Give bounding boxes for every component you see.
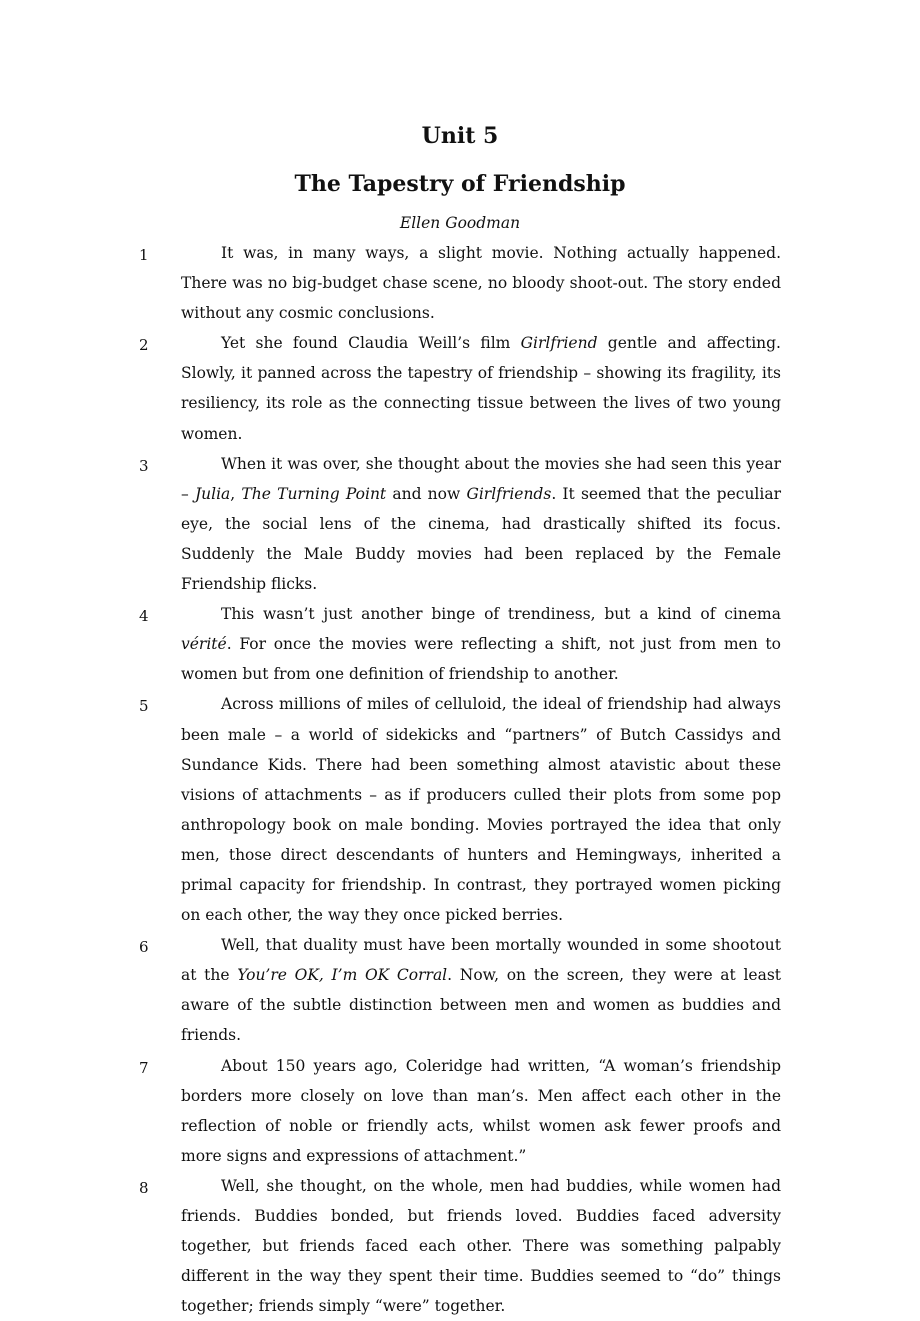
paragraph-number: 5 — [139, 697, 149, 716]
italic-title-text: Girlfriends — [466, 484, 552, 503]
paragraph-text: Well, that duality must have been mortally wounded in some shootout at the — [181, 936, 781, 985]
paragraph — [139, 599, 781, 689]
paragraph — [139, 689, 781, 930]
paragraph — [139, 238, 781, 328]
paragraph-text: Across millions of miles of celluloid, the ideal of friendship had always been male – a world of sidekicks and “partners” of Butch Cassidys and Sundance Kids. There had been something almost atavistic about these visions of attachments – as if producers culled their plots from some pop anthropology book on male bonding. Movies portrayed the idea that only men, those direct descendants of hunters and Hemingways, inherited a primal capacity for friendship. In contrast, they portrayed women picking on each other, the way they once picked berries. — [181, 695, 781, 925]
paragraph — [139, 328, 781, 448]
paragraph-number: 7 — [139, 1058, 149, 1077]
paragraph-text: It was, in many ways, a slight movie. Nothing actually happened. There was no big-budget chase scene, no bloody shoot-out. The story ended without any cosmic conclusions. — [181, 244, 781, 323]
essay-body — [139, 238, 782, 1321]
italic-title-text: Girlfriend — [520, 334, 598, 353]
paragraph-text: and now — [386, 484, 467, 503]
italic-title-text: The Turning Point — [241, 484, 387, 503]
paragraph-text: About 150 years ago, Coleridge had written, “A woman’s friendship borders more closely on love than man’s. Men affect each other in the reflection of noble or friendly acts, whilst women ask fewer proofs and more signs and expressions of attachment.” — [181, 1056, 781, 1165]
paragraph-text: This wasn’t just another binge of trendiness, but a kind of cinema — [221, 605, 781, 624]
paragraph-text: . For once the movies were reflecting a shift, not just from men to women but from one definition of friendship to another. — [181, 635, 781, 684]
paragraph-text: Well, she thought, on the whole, men had buddies, while women had friends. Buddies bonded, but friends loved. Buddies faced adversity together, but friends faced each other. There was something palpably different in the way they spent their time. Buddies seemed to “do” things together; friends simply “were” together. — [181, 1176, 781, 1316]
italic-title-text: vérité — [181, 635, 227, 654]
essay-title: The Tapestry of Friendship — [294, 171, 626, 197]
paragraph-number: 3 — [139, 456, 149, 475]
paragraph-number: 2 — [139, 336, 149, 355]
paragraph-number: 6 — [139, 938, 149, 957]
paragraph-number: 1 — [139, 246, 149, 264]
italic-title-text: Julia — [194, 484, 231, 503]
paragraph-number: 4 — [139, 607, 149, 626]
unit-heading: Unit 5 — [421, 123, 499, 149]
paragraph-number: 8 — [139, 1178, 149, 1197]
paragraph-text: gentle and affecting. Slowly, it panned across the tapestry of friendship – showing its fragility, its resiliency, its role as the connecting tissue between the lives of two young women. — [181, 334, 781, 443]
italic-title-text: You’re OK, I’m OK Corral — [237, 966, 448, 985]
paragraph-text: . Now, on the screen, they were at least aware of the subtle distinction between men and women as buddies and friends. — [181, 966, 782, 1045]
paragraph-text: . It seemed that the peculiar eye, the social lens of the cinema, had drastically shifted its focus. Suddenly the Male Buddy movies had been replaced by the Female Friendship flicks. — [181, 484, 781, 594]
paragraph — [139, 1051, 781, 1171]
author-byline: Ellen Goodman — [399, 214, 521, 232]
paragraph — [139, 1171, 781, 1321]
paragraph — [139, 449, 781, 599]
paragraph — [139, 930, 782, 1050]
paragraph-text: , — [230, 484, 242, 503]
paragraph-text: When it was over, she thought about the movies she had seen this year – — [181, 454, 781, 503]
paragraph-text: Yet she found Claudia Weill’s film — [221, 334, 521, 353]
